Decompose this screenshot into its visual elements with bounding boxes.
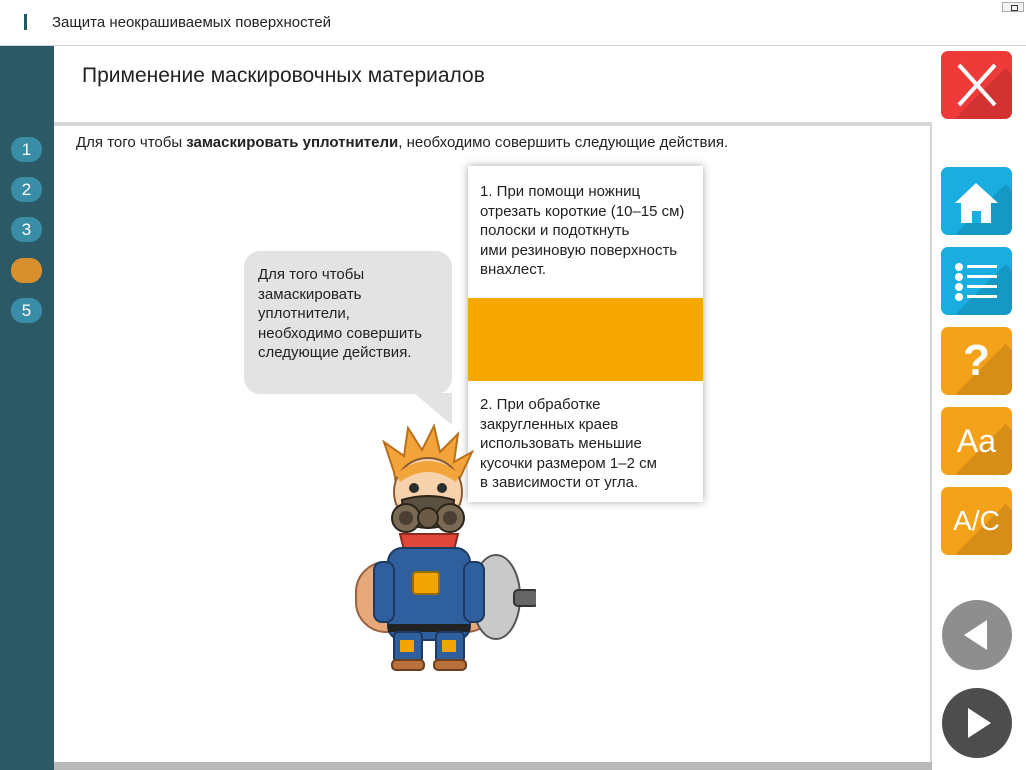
- arrow-left-icon: [942, 600, 1012, 670]
- intro-prefix: Для того чтобы: [76, 134, 187, 151]
- next-button[interactable]: [942, 688, 1012, 758]
- intro-bold: замаскировать уплотнители: [186, 134, 399, 151]
- step-sidebar: [0, 46, 54, 770]
- page-title: Применение маскировочных материалов: [82, 64, 485, 87]
- home-icon: [941, 167, 1012, 235]
- instruction-line: использовать меньшие: [480, 435, 642, 452]
- contents-button[interactable]: [941, 247, 1012, 315]
- instruction-step-1: [480, 182, 684, 280]
- home-button[interactable]: [941, 167, 1012, 235]
- intro-suffix: , необходимо совершить следующие действия.: [398, 134, 729, 151]
- instruction-line: кусочки размером 1–2 см: [480, 454, 657, 472]
- mascot-illustration: [336, 422, 536, 672]
- close-icon: [941, 51, 1012, 119]
- instruction-line: ими резиновую поверхность: [480, 241, 678, 259]
- contrast-button[interactable]: [941, 487, 1012, 555]
- restore-window-button[interactable]: [1002, 2, 1024, 12]
- intro-text: [76, 134, 728, 151]
- help-icon: ?: [963, 336, 990, 385]
- instruction-line: 1. При помощи ножниц: [480, 183, 641, 200]
- instruction-line: внахлест.: [480, 261, 547, 278]
- window-title: Защита неокрашиваемых поверхностей: [52, 14, 332, 31]
- instruction-line: отрезать короткие (10–15 см): [480, 202, 685, 220]
- step-1-button[interactable]: 1: [11, 137, 42, 162]
- main-content: [54, 46, 932, 770]
- bottom-progress-strip: [54, 762, 932, 770]
- arrow-right-icon: [942, 688, 1012, 758]
- step-2-button[interactable]: 2: [11, 177, 42, 202]
- title-bar-accent: [24, 14, 27, 30]
- bubble-line: необходимо совершить: [258, 324, 422, 342]
- title-bar: [0, 0, 1026, 46]
- speech-bubble-tail: [414, 393, 452, 425]
- step-3-button[interactable]: 3: [11, 217, 42, 242]
- instruction-line: полоски и подоткнуть: [480, 222, 630, 239]
- bubble-line: следующие действия.: [258, 344, 412, 361]
- step-4-button-active[interactable]: [11, 258, 42, 283]
- title-divider: [54, 122, 932, 126]
- help-button[interactable]: [941, 327, 1012, 395]
- speech-bubble: [244, 251, 452, 394]
- bubble-line: уплотнители,: [258, 305, 350, 322]
- list-icon: [941, 247, 1012, 315]
- font-size-button[interactable]: [941, 407, 1012, 475]
- instruction-line: в зависимости от угла.: [480, 474, 639, 491]
- step-5-button[interactable]: 5: [11, 298, 42, 323]
- instruction-line: 2. При обработке: [480, 396, 601, 413]
- contrast-label: A/C: [953, 505, 1000, 536]
- instruction-separator-band: [468, 298, 703, 381]
- close-button[interactable]: [941, 51, 1012, 119]
- bubble-line: замаскировать: [258, 285, 362, 303]
- content-border: [930, 122, 932, 770]
- instruction-line: закругленных краев: [480, 415, 619, 433]
- previous-button[interactable]: [942, 600, 1012, 670]
- bubble-line: Для того чтобы: [258, 266, 365, 283]
- font-size-label: Aa: [956, 422, 997, 459]
